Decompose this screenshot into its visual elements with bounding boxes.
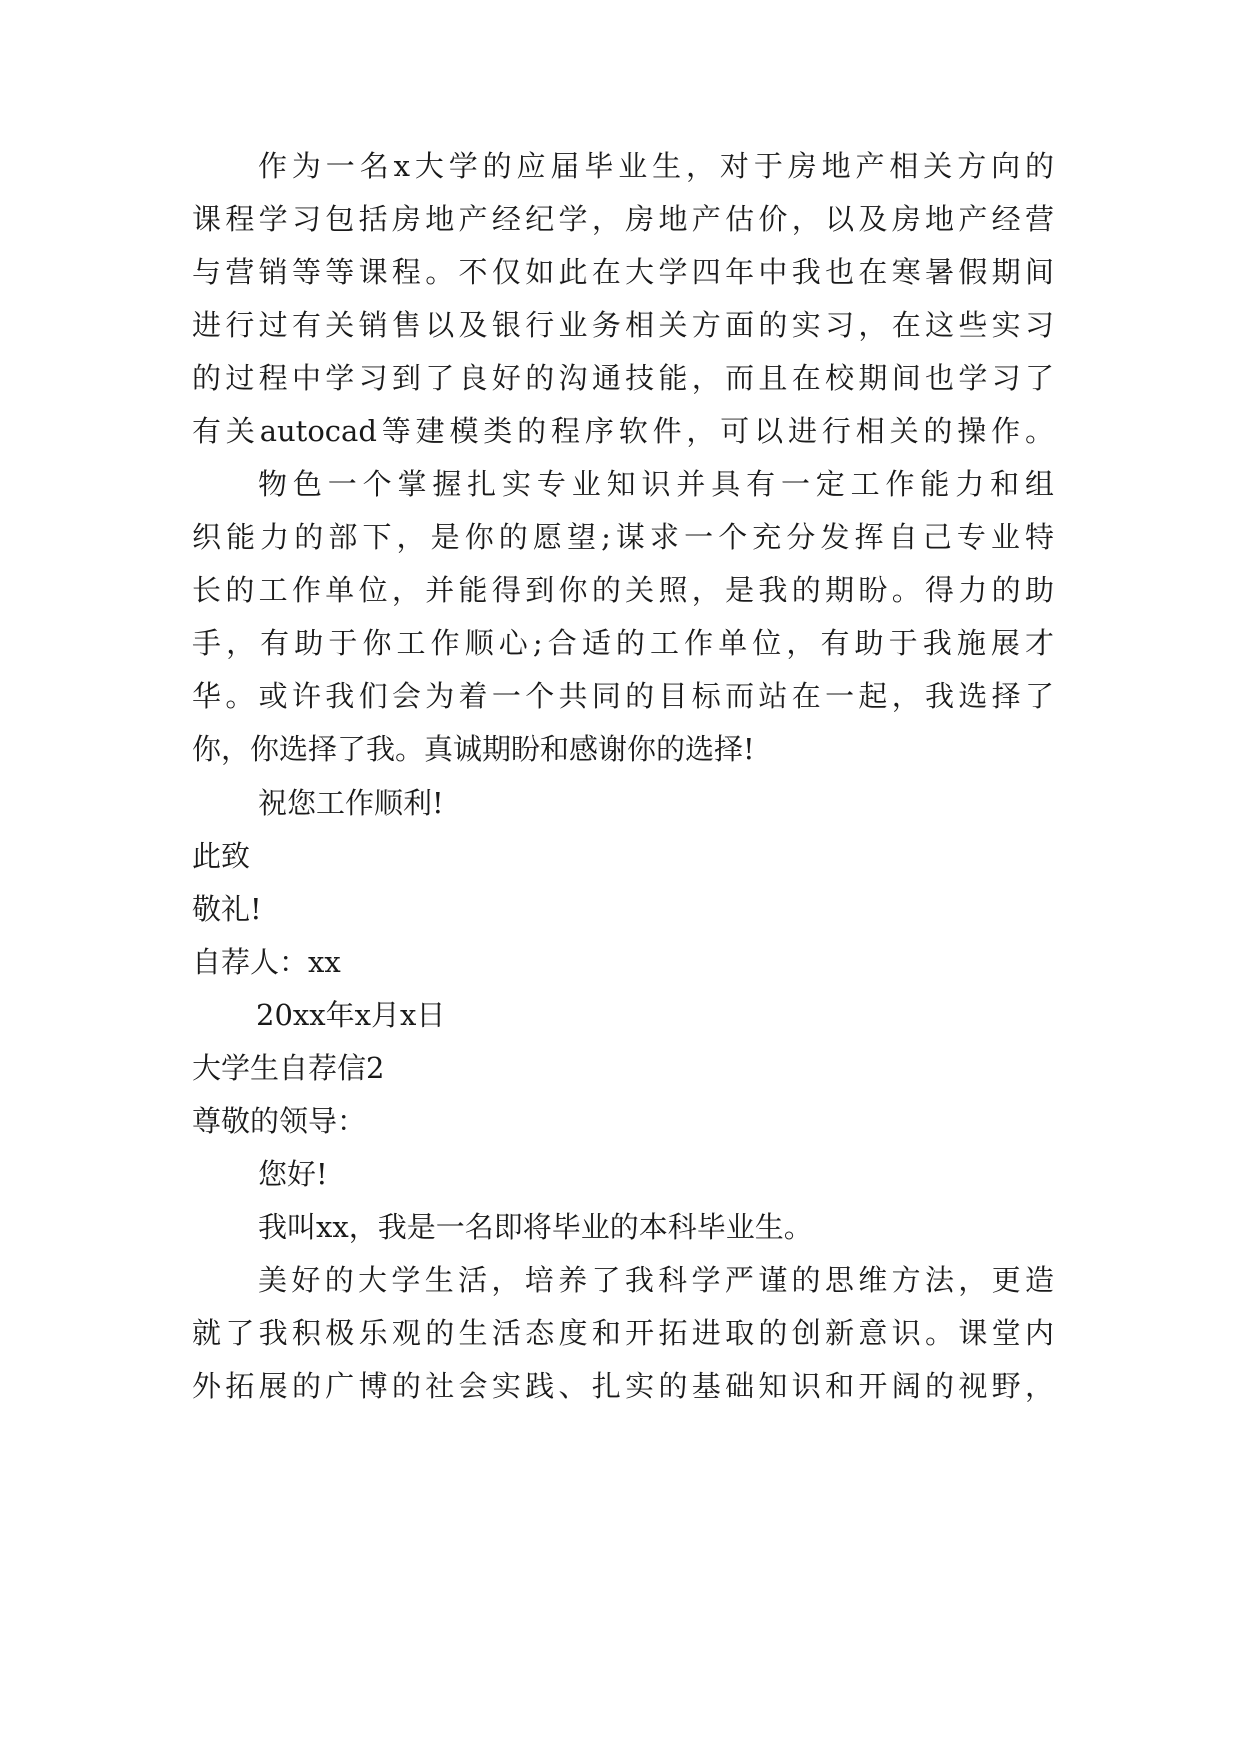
paragraph-line: 你，你选择了我。真诚期盼和感谢你的选择! [192,732,755,766]
paragraph-line: 的过程中学习到了良好的沟通技能，而且在校期间也学习了 [192,361,1054,395]
paragraph-line: 华。或许我们会为着一个共同的目标而站在一起，我选择了 [192,679,1054,713]
closing-wish: 祝您工作顺利! [258,786,444,820]
paragraph-line: 织能力的部下，是你的愿望;谋求一个充分发挥自己专业特 [192,520,1054,554]
paragraph-line: 进行过有关销售以及银行业务相关方面的实习，在这些实习 [192,308,1054,342]
salutation-line: 此致 [192,839,251,873]
paragraph-line: 长的工作单位，并能得到你的关照，是我的期盼。得力的助 [192,573,1054,607]
greeting-line: 您好! [258,1157,328,1191]
paragraph-line: 手，有助于你工作顺心;合适的工作单位，有助于我施展才 [192,626,1054,660]
paragraph-line: 我叫xx，我是一名即将毕业的本科毕业生。 [258,1210,813,1244]
salutation-line: 敬礼! [192,892,262,926]
paragraph-line: 就了我积极乐观的生活态度和开拓进取的创新意识。课堂内 [192,1316,1054,1350]
date-line: 20xx年x月x日 [256,998,446,1032]
paragraph-line: 物色一个掌握扎实专业知识并具有一定工作能力和组 [258,467,1054,501]
paragraph-line: 课程学习包括房地产经纪学，房地产估价，以及房地产经营 [192,202,1054,236]
paragraph-line: 作为一名x大学的应届毕业生，对于房地产相关方向的 [258,149,1054,183]
paragraph-line: 与营销等等课程。不仅如此在大学四年中我也在寒暑假期间 [192,255,1054,289]
signature-line: 自荐人：xx [192,945,341,979]
paragraph-line: 有关autocad等建模类的程序软件，可以进行相关的操作。 [192,414,1054,448]
section-title: 大学生自荐信2 [192,1051,385,1085]
paragraph-line: 美好的大学生活，培养了我科学严谨的思维方法，更造 [258,1263,1054,1297]
greeting-line: 尊敬的领导： [192,1104,367,1138]
paragraph-line: 外拓展的广博的社会实践、扎实的基础知识和开阔的视野， [192,1369,1054,1403]
